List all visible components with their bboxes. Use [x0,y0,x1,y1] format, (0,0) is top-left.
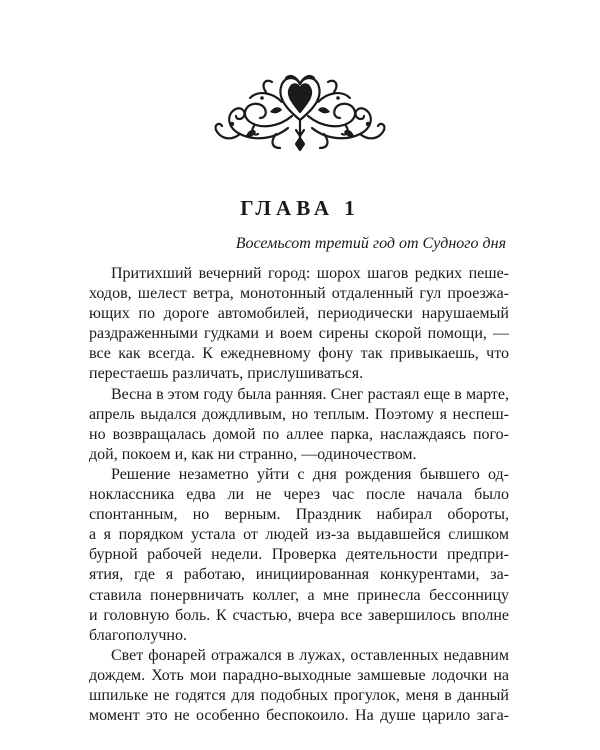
text-line: апрель выдался дождливым, но теплым. Поэтому я неспеш- [89,405,509,423]
text-line: Свет фонарей отражался в лужах, оставленных недавним [111,646,509,664]
text-line: Весна в этом году была ранняя. Снег растаял еще в марте, [111,385,509,403]
text-line: бурной рабочей недели. Проверка деятельности предпри- [89,546,509,564]
text-line: благополучно. [89,626,187,644]
text-line: дой, покоем и, как ни странно, —одиночеством. [89,445,417,463]
text-line: момент это не особенно беспокоило. На душе царило зага- [89,707,509,725]
text-line: и головную боль. К счастью, вчера все завершилось вполне [89,606,509,624]
chapter-epigraph: Восемьсот третий год от Судного дня [235,235,506,252]
text-line: Притихший вечерний город: шорох шагов редких пеше- [111,265,509,282]
text-line: раздраженными гудками и воем сирены скорой помощи, — [89,325,509,343]
text-line: ющих по дороге автомобилей, периодически нарушаемый [89,305,509,323]
text-line: ятия, где я работаю, инициированная конкурентами, за- [89,566,509,584]
text-line: Решение незаметно уйти с дня рождения бывшего од- [111,465,509,483]
text-line: ходов, шелест ветра, монотонный отдаленный гул проезжа- [89,285,509,303]
text-line: все как всегда. К ежедневному фону так привыкаешь, что [89,345,509,363]
text-line: а я порядком устала от людей из-за выдавшейся слишком [89,526,509,544]
text-line: но возвращалась домой по аллее парка, наслаждаясь пого- [89,425,509,443]
text-line: спонтанным, но верным. Праздник набирал обороты, [89,506,509,524]
body-text [89,264,509,726]
text-line: шпильке не годятся для подобных прогулок, меня в данный [89,686,509,704]
chapter-title: ГЛАВА 1 [240,196,360,220]
text-line: ноклассника едва ли не через час после начала было [89,486,509,504]
text-line: дождем. Хоть мои парадно-выходные замшевые лодочки на [89,666,509,684]
heart-flourish-ornament-icon [210,72,390,154]
text-line: перестаешь различать, прислушиваться. [89,365,364,383]
text-line: ставила понервничать коллег, а мне принесла бессонницу [89,586,509,604]
